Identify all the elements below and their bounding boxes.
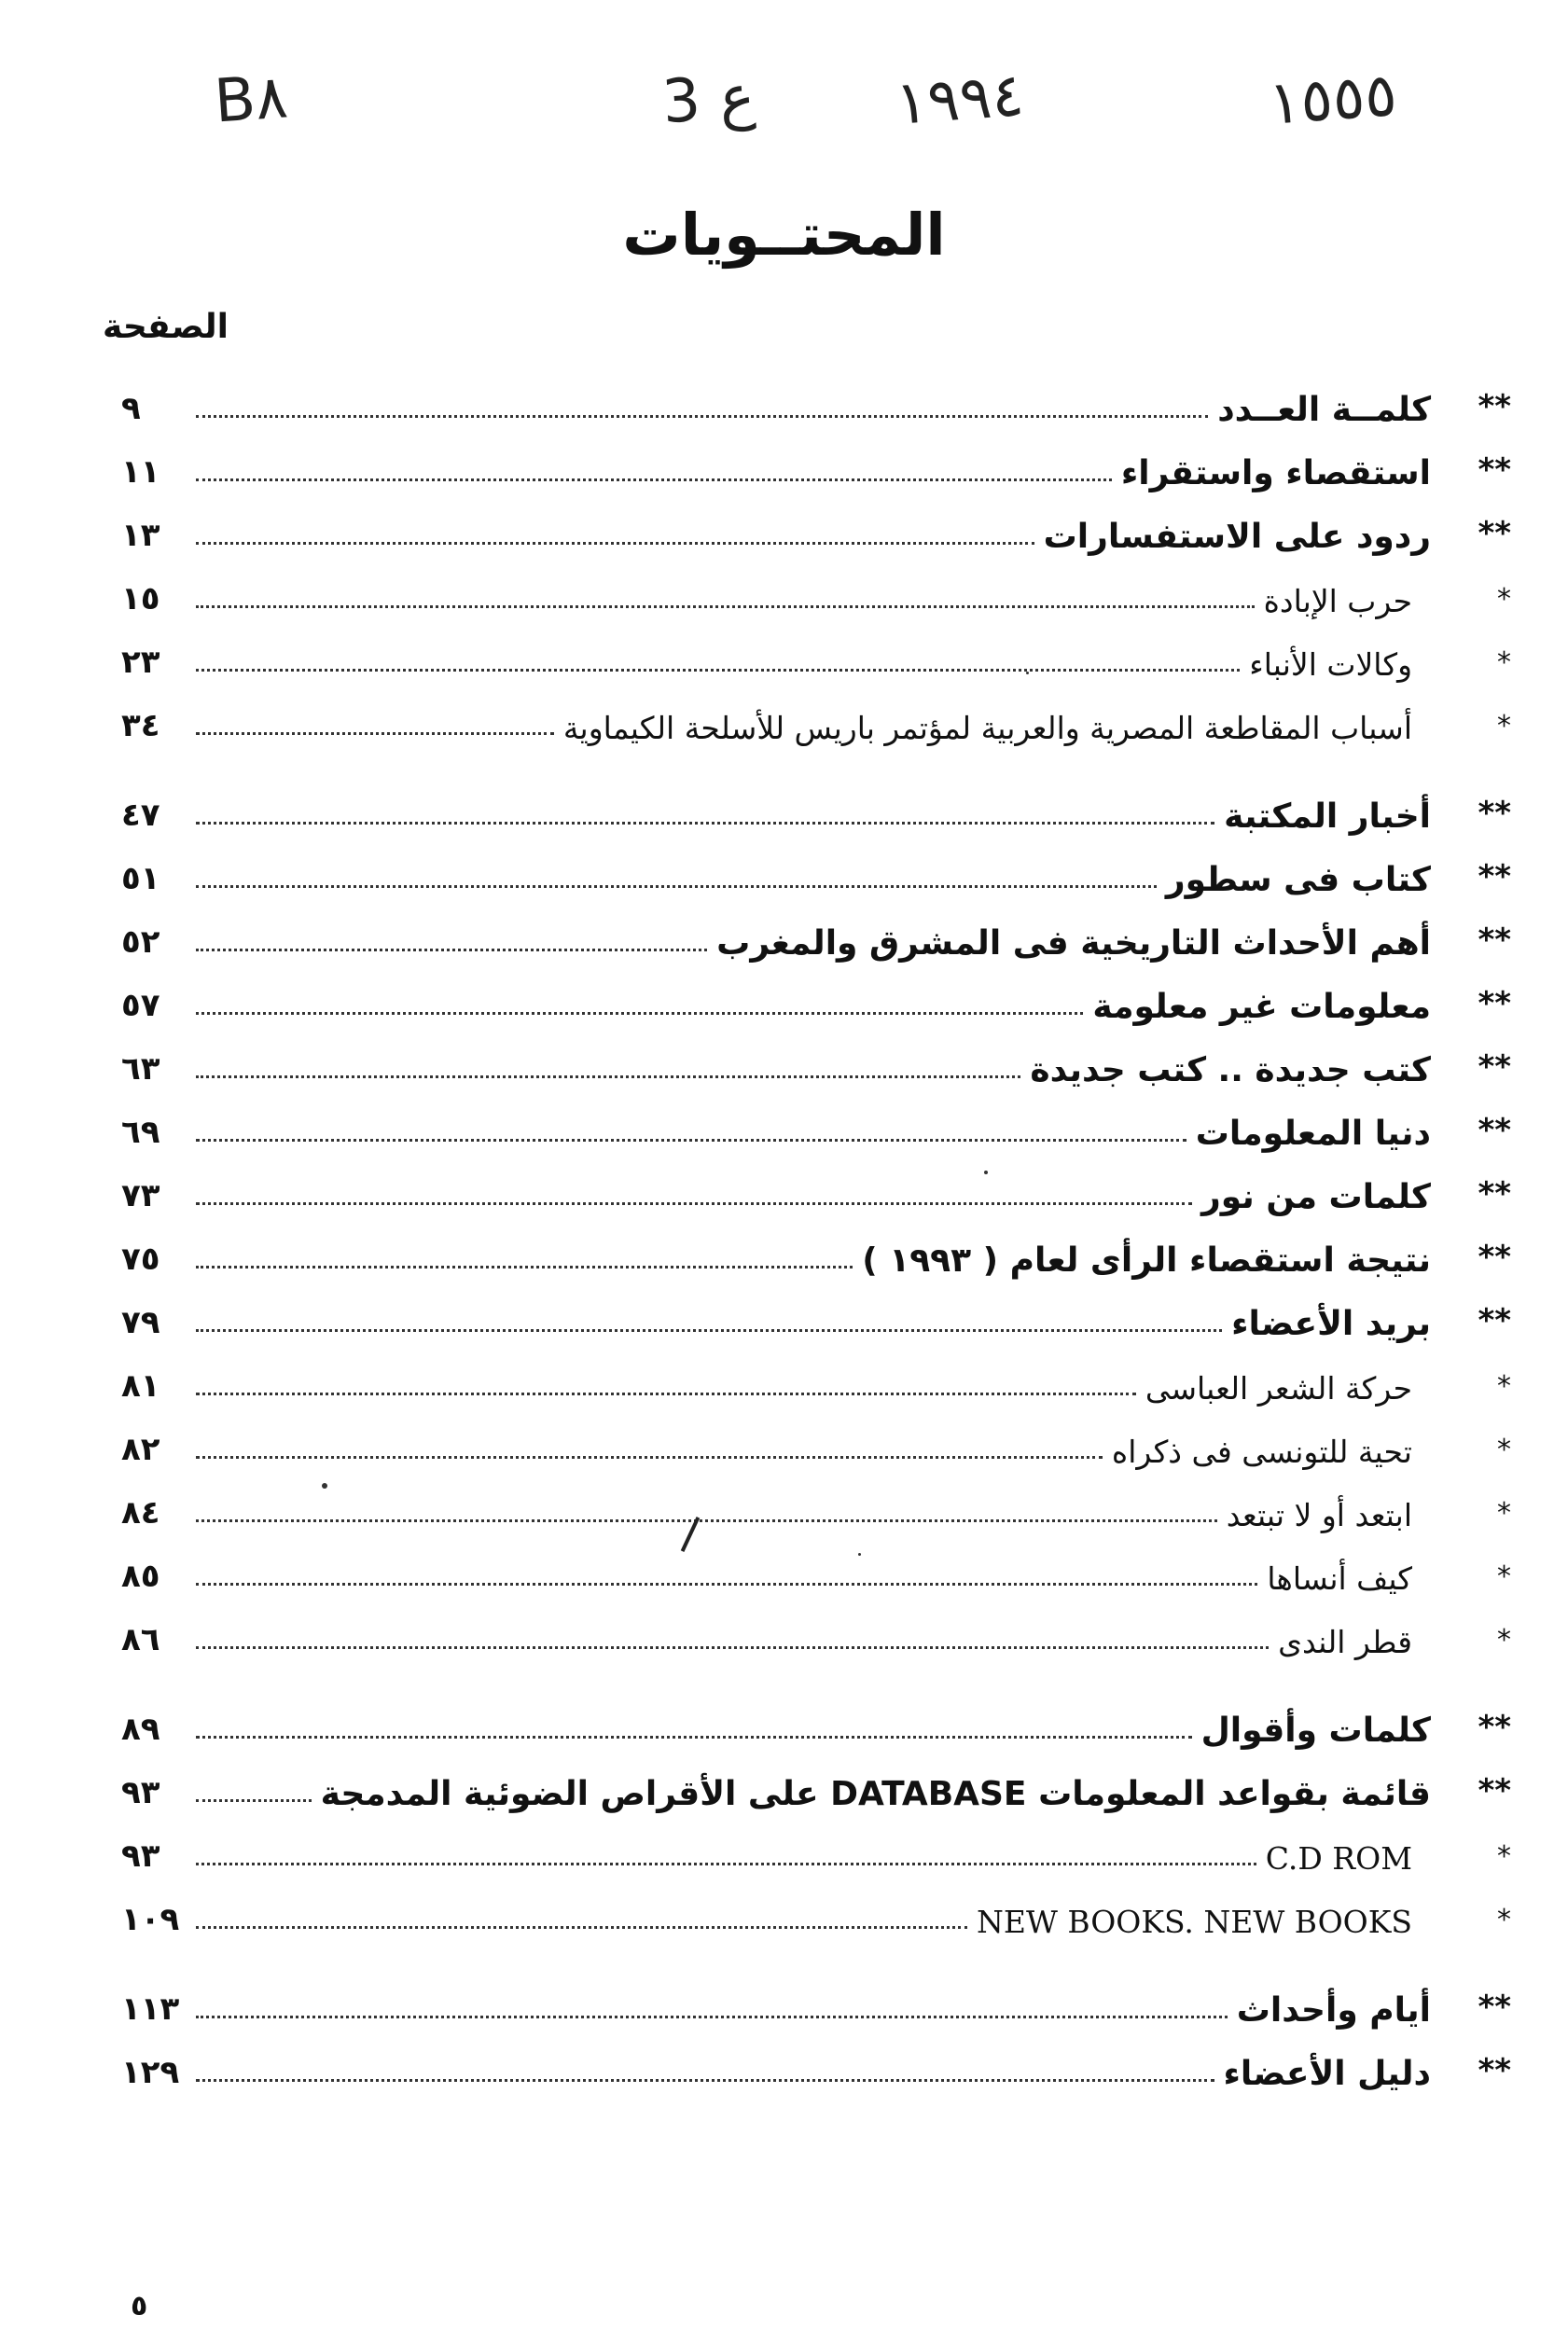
toc-page-number: ٧٣	[121, 1177, 160, 1214]
toc-bullet: **	[1478, 1112, 1511, 1149]
toc-bullet: **	[1478, 985, 1511, 1022]
handwritten-note-2: 3 ع	[659, 62, 757, 138]
dot-leader	[196, 1926, 967, 1929]
toc-entry	[121, 1974, 1511, 2030]
dot-leader	[196, 2079, 1214, 2082]
toc-bullet: **	[1478, 388, 1511, 425]
toc-entry-title: كلمــة العــدد	[1217, 391, 1431, 429]
toc-entry	[121, 500, 1511, 556]
dot-leader	[196, 1393, 1136, 1395]
toc-entry-title: دنيا المعلومات	[1195, 1115, 1431, 1153]
toc-bullet: **	[1478, 1175, 1511, 1213]
footer-page-number: ٥	[131, 2290, 148, 2322]
toc-bullet: **	[1478, 1709, 1511, 1746]
toc-entry	[121, 780, 1511, 836]
toc-entry-title: NEW BOOKS. NEW BOOKS	[976, 1904, 1412, 1940]
toc-entry	[121, 1160, 1511, 1216]
page-title: المحتــويات	[622, 201, 946, 269]
toc-entry	[121, 2037, 1511, 2093]
toc-bullet: **	[1478, 1048, 1511, 1086]
toc-entry-title: حرب الإبادة	[1263, 583, 1412, 619]
dot-leader	[196, 1519, 1217, 1522]
dot-leader	[196, 1266, 853, 1268]
toc-page-number: ٨٦	[121, 1621, 160, 1658]
toc-page-number: ١٢٩	[121, 2054, 180, 2091]
toc-entry	[121, 843, 1511, 899]
dot-leader	[196, 1736, 1192, 1739]
toc-entry-title: أهم الأحداث التاريخية فى المشرق والمغرب	[716, 924, 1431, 963]
toc-entry-title: كيف أنساها	[1267, 1560, 1412, 1597]
toc-entry-title: نتيجة استقصاء الرأى لعام ( ١٩٩٣ )	[862, 1241, 1431, 1280]
handwritten-note-4: ١٥٥٥	[1266, 61, 1399, 139]
dot-leader	[196, 1583, 1257, 1586]
toc-entry	[121, 1097, 1511, 1153]
toc-bullet: *	[1497, 646, 1511, 679]
dot-leader	[196, 1646, 1269, 1649]
toc-entry-title: قطر الندى	[1278, 1624, 1412, 1660]
dot-leader	[196, 732, 554, 735]
dot-leader	[196, 1329, 1222, 1332]
toc-page-number: ١١	[121, 453, 160, 491]
toc-page-number: ٢٣	[121, 644, 160, 681]
toc-bullet: **	[1478, 922, 1511, 959]
toc-entry-title: أسباب المقاطعة المصرية والعربية لمؤتمر باريس للأسلحة الكيماوية	[562, 710, 1412, 746]
toc-entry	[121, 690, 1511, 746]
toc-page-number: ٤٧	[121, 797, 160, 834]
toc-entry-title: أخبار المكتبة	[1224, 797, 1431, 836]
toc-entry-title: معلومات غير معلومة	[1092, 988, 1431, 1026]
toc-entry-title: بريد الأعضاء	[1231, 1305, 1431, 1343]
toc-entry	[121, 907, 1511, 963]
toc-entry-title: تحية للتونسى فى ذكراه	[1111, 1434, 1412, 1470]
toc-page-number: ٣٤	[121, 707, 160, 744]
handwritten-note-3: ١٩٩٤	[893, 61, 1026, 139]
toc-page-number: ٧٩	[121, 1304, 160, 1341]
toc-page-number: ٨٩	[121, 1711, 160, 1748]
dot-leader	[196, 1202, 1192, 1205]
toc-bullet: **	[1478, 1302, 1511, 1339]
toc-bullet: *	[1497, 1434, 1511, 1466]
toc-page-number: ٨٥	[121, 1558, 160, 1595]
toc-entry	[121, 1821, 1511, 1877]
speck	[322, 1483, 327, 1489]
toc-page-number: ٥١	[121, 860, 160, 897]
dot-leader	[196, 949, 707, 951]
dot-leader	[196, 415, 1208, 418]
speck	[1026, 672, 1029, 674]
toc-entry-title: قائمة بقواعد المعلومات DATABASE على الأقراص الضوئية المدمجة	[320, 1775, 1431, 1813]
toc-page-number: ١٥	[121, 580, 160, 617]
toc-bullet: **	[1478, 795, 1511, 832]
toc-entry	[121, 627, 1511, 683]
toc-bullet: *	[1497, 1904, 1511, 1936]
toc-entry	[121, 373, 1511, 429]
dot-leader	[196, 478, 1112, 481]
toc-entry	[121, 1884, 1511, 1940]
toc-page-number: ٦٩	[121, 1114, 160, 1151]
toc-entry	[121, 970, 1511, 1026]
toc-bullet: **	[1478, 1989, 1511, 2026]
toc-bullet: **	[1478, 1772, 1511, 1809]
toc-entry-title: دليل الأعضاء	[1223, 2055, 1431, 2093]
toc-bullet: *	[1497, 1370, 1511, 1403]
toc-page-number: ٩٣	[121, 1774, 160, 1811]
toc-bullet: *	[1497, 1560, 1511, 1593]
speck	[984, 1171, 988, 1174]
toc-page-number: ١١٣	[121, 1990, 180, 2028]
toc-entry-title: كتاب فى سطور	[1165, 861, 1431, 899]
toc-entry	[121, 1694, 1511, 1750]
dot-leader	[196, 1456, 1103, 1459]
dot-leader	[196, 1863, 1256, 1865]
toc-entry	[121, 1224, 1511, 1280]
toc-bullet: *	[1497, 710, 1511, 742]
dot-leader	[196, 605, 1255, 608]
dot-leader	[196, 669, 1240, 672]
toc-entry-title: حركة الشعر العباسى	[1145, 1370, 1412, 1407]
toc-entry-title: أيام وأحداث	[1236, 1991, 1431, 2030]
toc-bullet: **	[1478, 451, 1511, 489]
toc-bullet: *	[1497, 1624, 1511, 1657]
toc-bullet: *	[1497, 583, 1511, 616]
toc-page-number: ٩٣	[121, 1837, 160, 1875]
toc-entry-title: وكالات الأنباء	[1249, 646, 1412, 683]
toc-entry	[121, 437, 1511, 492]
toc-page-number: ١٠٩	[121, 1901, 180, 1938]
toc-entry-title: ردود على الاستفسارات	[1043, 518, 1431, 556]
toc-entry	[121, 1604, 1511, 1660]
toc-bullet: **	[1478, 858, 1511, 895]
page-column-label: الصفحة	[103, 308, 229, 346]
toc-page-number: ٧٥	[121, 1241, 160, 1278]
toc-entry	[121, 1541, 1511, 1597]
toc-entry	[121, 1033, 1511, 1089]
toc-entry-title: استقصاء واستقراء	[1120, 454, 1431, 492]
toc-entry	[121, 1477, 1511, 1533]
toc-bullet: **	[1478, 1239, 1511, 1276]
toc-bullet: *	[1497, 1497, 1511, 1530]
toc-bullet: **	[1478, 2052, 1511, 2089]
dot-leader	[196, 542, 1034, 545]
toc-entry-title: C.D ROM	[1265, 1840, 1412, 1877]
dot-leader	[196, 1075, 1020, 1078]
toc-entry-title: كلمات وأقوال	[1200, 1712, 1431, 1750]
toc-page-number: ١٣	[121, 517, 160, 554]
toc-page-number: ٦٣	[121, 1050, 160, 1088]
toc-entry	[121, 1414, 1511, 1470]
toc-page-number: ٨٢	[121, 1431, 160, 1468]
dot-leader	[196, 2016, 1228, 2018]
dot-leader	[196, 1012, 1083, 1015]
toc-page-number: ٨١	[121, 1367, 160, 1405]
toc-entry	[121, 1351, 1511, 1407]
speck	[858, 1553, 861, 1556]
toc-entry-title: كلمات من نور	[1200, 1178, 1431, 1216]
toc-entry	[121, 1287, 1511, 1343]
toc-page-number: ٩	[121, 390, 141, 427]
toc-bullet: *	[1497, 1840, 1511, 1873]
dot-leader	[196, 1139, 1186, 1142]
toc-page-number: ٥٢	[121, 923, 160, 961]
toc-entry-title: كتب جديدة .. كتب جديدة	[1030, 1051, 1431, 1089]
toc-entry	[121, 1757, 1511, 1813]
toc-entry	[121, 563, 1511, 619]
dot-leader	[196, 1799, 312, 1802]
toc-page-number: ٥٧	[121, 987, 160, 1024]
toc-bullet: **	[1478, 515, 1511, 552]
handwritten-note-1: B٨	[212, 62, 290, 137]
toc-entry-title: ابتعد أو لا تبتعد	[1226, 1497, 1412, 1533]
toc-page-number: ٨٤	[121, 1494, 160, 1532]
dot-leader	[196, 822, 1214, 825]
dot-leader	[196, 885, 1157, 888]
